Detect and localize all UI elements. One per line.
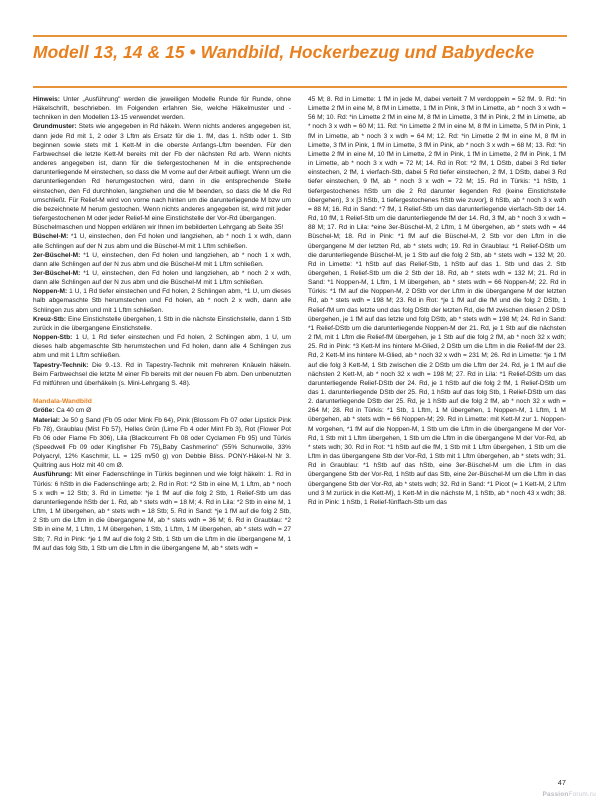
paragraph-text: 45 M; 8. Rd in Limette: 1 fM in jede M, dabei verteilt 7 M verdoppeln = 52 fM. 9. Rd: *in Limette 2 fM in eine M, 8 fM in Limette, 1 fM in Pink, 3 fM in Limette, ab * noch 3 x wdh = 56 M; 10. Rd: *in Limette 2 fM in eine M, 8 fM in Limette, 3 fM in Pink, 2 fM in Limette, ab * noch 3 x wdh = 60 M; 11. Rd: *in Limette 2 fM in eine M, 8 fM in Limette, 5 fM in Pink, 1 fM in Limette, ab * noch 3 x wdh = 64 M; 12. Rd: *in Limette 2 fM in eine M, 8 fM in Limette, 3 fM in Pink, 1 fM in Limette, 3 fM in Pink, ab * noch 3 x wdh = 68 M; 13. Rd: *in Limette 2 fM in eine M, 10 fM in Limette, 2 fM in Pink, 1 fM in Limette, 2 fM in Pink, 1 fM in Limette, ab * noch 3 x wdh = 72 M; 14. Rd in Rot: *2 fM, 1 DStb, dabei 3 Rd tiefer einstechen, 2 fM, 1 vierfach-Stb, dabei 5 Rd tiefer einstechen, 2 fM, 1 DStb, dabei 3 Rd tiefer einstechen, 9 fM, ab * noch 3 x wdh = 72 M; 15. Rd in Türkis: *1 hStb, 1 tiefergestochenes hStb um die 2 Rd darunter liegenden Rd (keine Einstichstelle übergehen), 3 x [3 hStb, 1 tiefergestochenes hStb wie zuvor], 8 hStb, ab * noch 3 x wdh = 88 M; 16. Rd in Sand: *7 fM, 1 Relief-Stb um das darunterliegende vierfach-Stb der 14. Rd, 10 fM, 1 Relief-Stb um die darunterliegende fM der 14. Rd, 3 fM, ab * noch 3 x wdh = 88 M; 17. Rd in Lila: *eine 3er-Büschel-M, 2 Lftm, 1 M übergehen, ab * stets wdh = 44 Büschel-M; 18. Rd in Pink: *1 fM auf die Büschel-M, 2 Stb vor den Lftm in die übergangene M der letzten Rd, ab * stets wdh; 19. Rd in Graublau: *1 Relief-DStb um die darunterliegende Büschel-M, je 1 Stb auf die folg 2 Stb, ab * stets wdh = 132 M; 20. Rd in Limette: *1 hStb auf das Relief-Stb, 1 hStb auf das 1. Stb und das 2. Stb übergehen, 1 Relief-Stb um die 2 Stb der 18. Rd, ab * stets wdh = 132 M; 21. Rd in Sand: *1 Noppen-M, 1 Lftm, 1 M übergehen, ab * stets wdh = 66 Noppen-M; 22. Rd in Türkis: *1 fM auf die Noppen-M, 2 DStb vor der Lftm in die übergangene M der letzten Rd, ab * stets wdh = 198 M; 23. Rd in Rot: *je 1 fM auf die fM und die folg 2 DStb, 1 Relief-fM um das letzte und das folg DStb der letzten Rd, die fM zwischen diesen 2 DStb übergehen, je 1 fM auf das letzte und folg DStb, ab * stets wdh = 198 M; 24. Rd in Sand: *1 Relief-DStb um die darunterliegende Noppen-M der 21. Rd, je 1 Stb auf die nächsten 2 fM, mit 1 Lftm die Relief-fM übergehen, je 1 Stb auf die folg 2 fM, ab * noch 32 x wdh; 25. Rd in Pink: *3 Kett-M ins hintere M-Glied, 2 DStb um die Lftm in die Relief-fM der 23. Rd, 2 Kett-M ins hintere M-Glied, ab * noch 32 x wdh = 231 M; 26. Rd in Limette: *je 1 fM auf die folg 3 Kett-M, 1 Stb zwischen die 2 DStb um die Lftm der 24. Rd, je 1 fM auf die nächsten 2 Kett-M, ab * noch 32 x wdh = 198 M; 27. Rd in Lila: *1 Relief-DStb um das darunterliegende Relief-DStb der 24. Rd, je 1 hStb auf die folg 2 fM, 1 Relief-DStb um das 1. darunterliegende DStb der 25. Rd, 1 hStb auf das folg Stb, 1 Relief-DStb um das 2. darunterliegende DStb der 25. Rd, je 1 hStb auf die folg 2 fM, ab * noch 32 x wdh = 264 M; 28. Rd in Türkis: *1 Stb, 1 Lftm, 1 M übergehen, 1 Noppen-M, 1 Lftm, 1 M übergehen, ab * stets wdh = 66 Noppen-M; 29. Rd in Limette: mit Kett-M zur 1. Noppen-M vorgehen, *1 fM auf die Noppen-M, 1 Stb um die Lftm in die übergangene M der Vor-Rd, 1 Stb mit 1 Lftm übergehen, 1 Stb um die Lftm in die übergangene M der Vor-Rd, ab * stets wdh; 30. Rd in Rot: *1 hStb auf die fM, 1 Stb mit 1 Lftm übergehen, 1 Stb um die Lftm in das übergangene Stb der Vor-Rd, 1 Stb mit 1 Lftm übergehen, ab * stets wdh; 31. Rd in Graublau: *1 hStb auf das hStb, eine 3er-Büschel-M um die Lftm in das übergangene Stb der Vor-Rd, 1 hStb auf das Stb, eine 2er-Büschel-M um die Lftm in das übergangene Stb der Vor-Rd, ab * stets wdh; 32. Rd in Sand: *1 Picot (= 1 Kett-M, 2 Lftm und 3 M zurück in die Kett-M), 1 Kett-M in die nächste M, 1 hStb, ab * noch 43 x wdh; 38. Rd in Pink: 1 hStb, 1 Relief-fünffach-Stb um das: [308, 96, 566, 506]
paragraph-text: 1 U, 1 Rd tiefer einstechen und Fd holen, 2 Schlingen abm, 1 U, um dieses halb abgemaschte Stb herumstechen und Fd holen, dann alle 4 Schlingen zus abm und mit 1 Lftm schließen.: [33, 334, 291, 360]
header-bottom-divider: [33, 86, 567, 88]
paragraph-2er-bueschel-m: [33, 251, 291, 269]
paragraph-text: Eine Einstichstelle übergehen, 1 Stb in die nächste Einstichstelle, dann 1 Stb zurück in die übergangene Einstichstelle.: [33, 315, 291, 332]
watermark-suffix: Forum.ru: [568, 791, 596, 798]
paragraph-material: [33, 416, 291, 471]
paragraph-text: Stets wie angegeben in Rd häkeln. Wenn nichts anderes angegeben ist, dann jede Rd mit 1, 2 oder 3 Lftm als Ersatz für die 1. fM, das 1. hStb oder 1. Stb beginnen sowie stets mit 1 Kett-M in die oberste Anfangs-Lftm beenden. Für den Farbwechsel die letzte Kett-M bereits mit der Fb der nächsten Rd arb. Wenn nichts anderes angegeben ist, dann für die tiefergestochenen M in die entsprechende darunterliegende M einstechen, so dass die M vorne auf der Arbeit aufliegt. Wenn um die darunterliegenden Rd herumgestochen wird, dann in die entsprechende Stelle einstechen, den Fd durchholen, langziehen und die M beenden, so dass die M die Rd umschließt. Für Relief-M wird von vorne nach hinten um die darunterliegende M bzw um die bezeichnete M herum gestochen. Wenn nichts anderes angegeben ist, wird mit jeder tiefergestochenen M oder jeder Relief-M eine Einstichstelle der Vor-Rd übergangen.: [33, 123, 291, 223]
watermark: [543, 791, 596, 798]
paragraph-text: Ca 40 cm Ø: [54, 407, 92, 415]
page-title: Modell 13, 14 & 15 • Wandbild, Hockerbezug und Babydecke: [33, 42, 535, 62]
paragraph-lead: Größe:: [33, 407, 55, 415]
paragraph-lead: Grundmuster:: [33, 123, 77, 131]
paragraph-lead: 3er-Büschel-M:: [33, 269, 81, 277]
paragraph-text: 1 U, 1 Rd tiefer einstechen und Fd holen, 2 Schlingen abm, *1 U, um dieses halb abgemaschte Stb herumstechen und Fd holen, ab * noch 2 x wdh, dann alle Schlingen zus abm und mit 1 Lftm schließen.: [33, 288, 291, 314]
paragraph-rounds-continued: [308, 95, 566, 507]
paragraph-groesse: [33, 406, 291, 415]
paragraph-lehrgang-note: [33, 223, 291, 232]
paragraph-bueschel-m: [33, 232, 291, 250]
paragraph-text: *1 U, einstechen, den Fd holen und langziehen, ab * noch 1 x wdh, dann alle Schlingen auf der N zus abm und die Büschel-M mit 1 Lftm schließen.: [33, 233, 291, 250]
paragraph-tapestry-technik: [33, 361, 291, 388]
paragraph-3er-bueschel-m: [33, 269, 291, 287]
paragraph-lead: Material:: [33, 416, 60, 424]
paragraph-text: *1 U, einstechen, den Fd holen und langziehen, ab * noch 2 x wdh, dann alle Schlingen auf der N zus abm und die Büschel-M mit 1 Lftm schließen.: [33, 269, 291, 287]
paragraph-lead: Hinweis:: [33, 96, 60, 103]
paragraph-text: Mit einer Fadenschlinge in Türkis beginnen und wie folgt häkeln: 1. Rd in Türkis: 6 hStb in die Fadenschlinge arb; 2. Rd in Rot: *2 Stb in eine M, 1 Lftm, ab * noch 5 x wdh = 12 Stb; 3. Rd in Limette: *je 1 fM auf die folg 2 Stb, 1 Relief-Stb um das darunterliegende hStb der 1. Rd, ab * stets wdh = 18 M; 4. Rd in Lila: *2 Stb in eine M, 1 Lftm, 1 M übergehen, ab * stets wdh = 18 Stb; 5. Rd in Sand: *je 1 fM auf die folg 2 Stb, 2 Stb um die Lftm in die übergangene M, ab * stets wdh = 36 M; 6. Rd in Graublau: *2 Stb in eine M, 1 Lftm, 1 M übergehen, 1 Stb, 1 Lftm, 1 M übergehen, ab * stets wdh = 27 Stb; 7. Rd in Pink: *je 1 fM auf die folg 2 Stb, 1 Stb um die Lftm in die übergangene M, 1 fM auf das folg Stb, 1 Stb um die Lftm in die übergangene M, ab * stets wdh =: [33, 471, 291, 552]
paragraph-grundmuster: [33, 122, 291, 223]
paragraph-noppen-stb: [33, 333, 291, 360]
paragraph-lead: Büschel-M:: [33, 233, 69, 241]
paragraph-text: Unter „Ausführung" werden die jeweiligen Modelle Runde für Runde, ohne Häkelschrift, beschrieben. Im Folgenden erfahren Sie, welche Häkelmuster und -techniken in den Modellen 13-15 verwendet werden.: [33, 96, 291, 122]
paragraph-text: Je 50 g Sand (Fb 05 oder Mink Fb 64), Pink (Blossom Fb 07 oder Lipstick Pink Fb 78), Graublau (Mist Fb 57), Helles Grün (Lime Fb 4 oder Mint Fb 3), Rot (Flower Pot Fb 06 oder Flame Fb 306), Lila (Blackcurrent Fb 08 oder Cyclamen Fb 95) und Türkis (Speedwell Fb 09 oder Kingfisher Fb 75)„Baby Cashmerino" (55% Schurwolle, 33% Polyacryl, 12% Kaschmir, LL = 125 m/50 g) von Debbie Bliss. PONY-Häkel-N Nr 3. Quiltring aus Holz mit 40 cm Ø.: [33, 416, 291, 470]
paragraph-ausfuehrung: [33, 470, 291, 552]
paragraph-noppen-m: [33, 287, 291, 314]
two-column-body: [33, 95, 567, 775]
header-top-divider: [33, 35, 567, 37]
left-column: [33, 95, 291, 775]
paragraph-hinweis: [33, 95, 291, 122]
paragraph-lead: 2er-Büschel-M:: [33, 251, 81, 259]
paragraph-lead: Noppen-M:: [33, 288, 68, 296]
paragraph-lead: Tapestry-Technik:: [33, 361, 89, 369]
section-heading-mandala-wandbild: Mandala-Wandbild: [33, 398, 92, 406]
page-number: 47: [557, 778, 566, 787]
paragraph-lead: Ausführung:: [33, 471, 73, 479]
watermark-prefix: Passion: [542, 791, 569, 798]
paragraph-lead: Noppen-Stb:: [33, 334, 73, 342]
paragraph-text: Die 9.-13. Rd in Tapestry-Technik mit mehreren Knäueln häkeln. Beim Farbwechsel die letzte M einer Fb bereits mit der neuen Fb abm. Den unbenutzten Fd mitführen und überhäkeln (s. Mini-Lehrgang S. 48).: [33, 361, 291, 387]
paragraph-kreuz-stb: [33, 315, 291, 333]
paragraph-text: Büschelmaschen und Noppen erklären wir Ihnen im bebilderten Lehrgang ab Seite 35!: [33, 224, 284, 232]
right-column: [308, 95, 566, 775]
paragraph-lead: Kreuz-Stb:: [33, 315, 67, 323]
paragraph-text: *1 U, einstechen, den Fd holen und langziehen, ab * noch 1 x wdh, dann alle Schlingen auf der N zus abm und die Büschel-M mit 1 Lftm schließen.: [33, 251, 291, 268]
